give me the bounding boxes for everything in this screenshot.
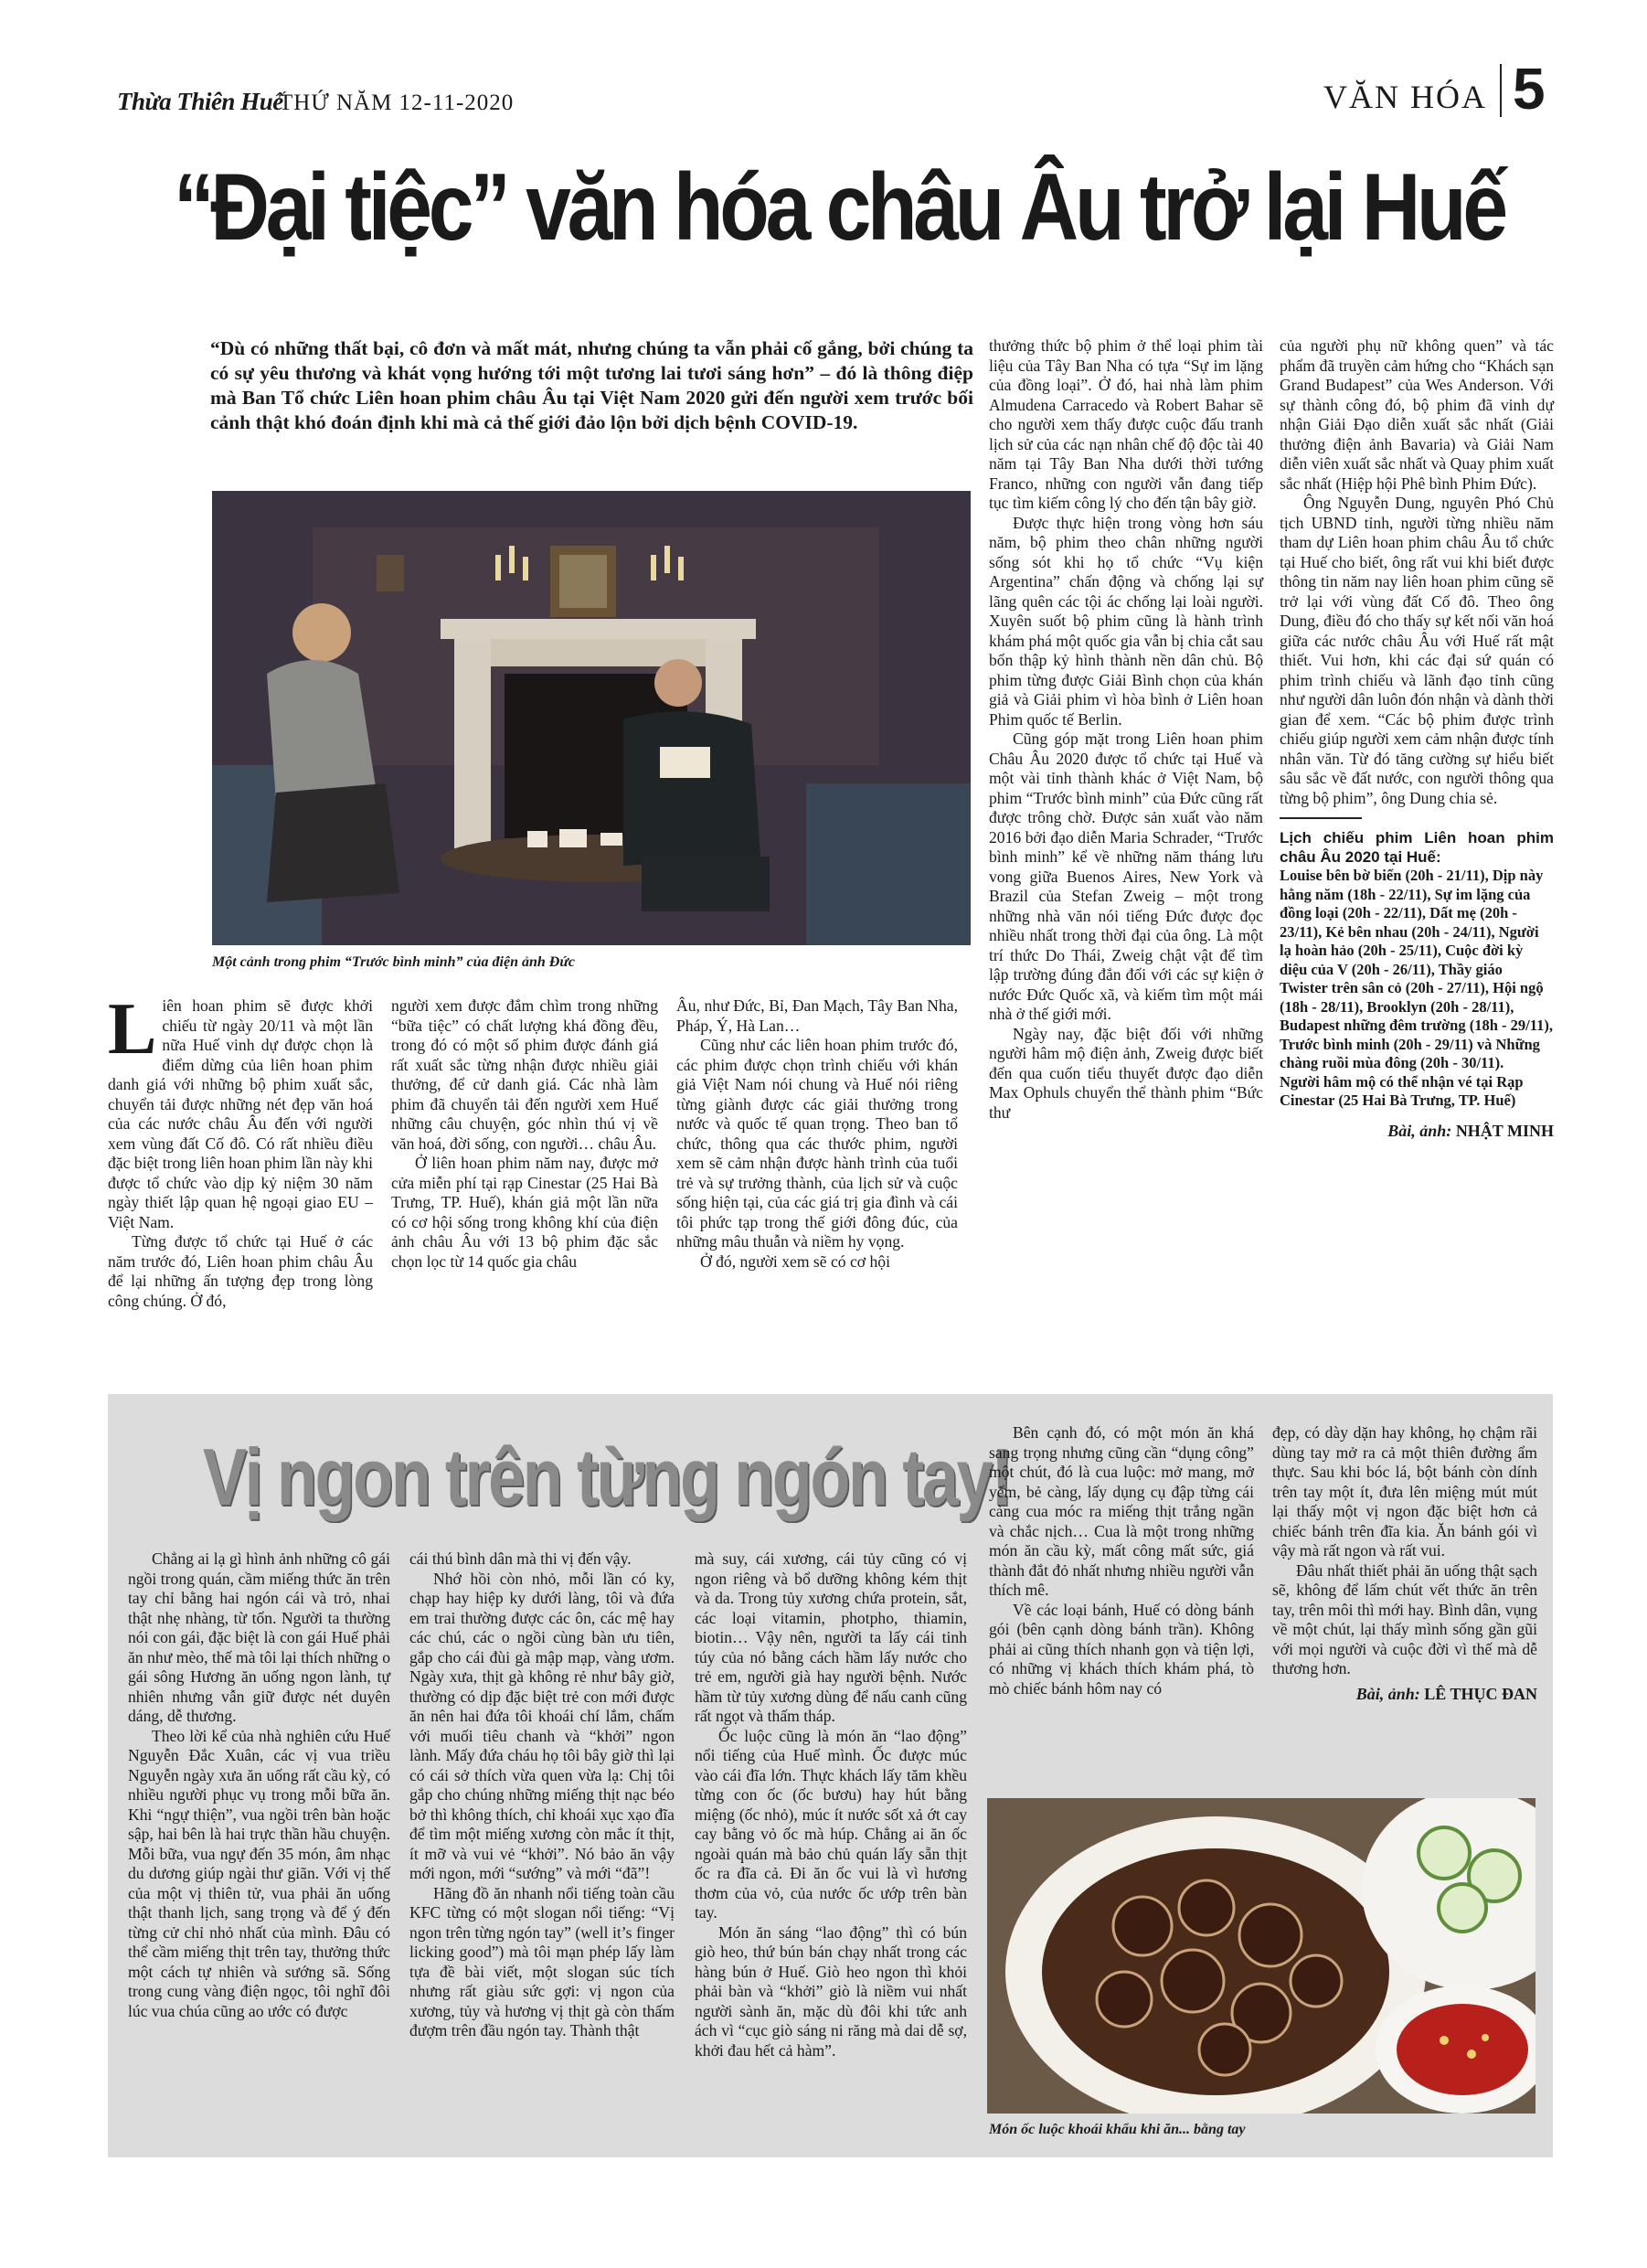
paragraph: thưởng thức bộ phim ở thể loại phim tài liệu của Tây Ban Nha có tựa “Sự im lặng của đồng loại”. Ở đó, hai nhà làm phim Almudena Carracedo và Robert Bahar sẽ cho người xem thấy được cuộc đấu tranh lịch sử của các nạn nhân chế độ độc tài 40 năm tại Tây Ban Nha dưới thời tướng Franco, những con người vẫn đang tiếp tục tìm kiếm công lý cho đến tận bây giờ. [989,336,1263,512]
story1-lede: “Dù có những thất bại, cô đơn và mất mát, nhưng chúng ta vẫn phải cố gắng, bởi chúng ta có sự yêu thương và khát vọng hướng tới một tương lai tươi sáng hơn” – đó là thông điệp mà Ban Tổ chức Liên hoan phim châu Âu tại Việt Nam 2020 gửi đến người xem trước bối cảnh thật khó đoán định khi mà cả thế giới đảo lộn bởi dịch bệnh COVID-19. [210,337,973,433]
schedule-note: Người hâm mộ có thể nhận vé tại Rạp Cinestar (25 Hai Bà Trưng, TP. Huế) [1280,1072,1524,1109]
paragraph: Cũng góp mặt trong Liên hoan phim Châu Âu 2020 được tổ chức tại Huế và một vài tỉnh thành khác ở Việt Nam, bộ phim “Trước bình minh” của Đức cũng rất được trông chờ. Được sản xuất vào năm 2016 bởi đạo diễn Maria Schrader, “Trước bình minh” kể về những năm tháng lưu vong giữa Buenos Aires, New York và Brazil của Stefan Zweig – một trong những nhà văn nói tiếng Đức được đọc nhiều nhất trong thời đại của ông. Là một trí thức Do Thái, Zweig chật vật để tìm lập trường đúng đắn đối với các sự kiện ở nước Đức Quốc xã, và kiếm tìm một mái nhà ở thế giới mới. [989,729,1263,1023]
newspaper-name: Thừa Thiên Huế [117,88,283,115]
paragraph: Âu, như Đức, Bỉ, Đan Mạch, Tây Ban Nha, Pháp, Ý, Hà Lan… [676,996,958,1035]
paragraph: Ngày nay, đặc biệt đối với những người hâm mộ điện ảnh, Zweig được biết đến qua cuốn tiểu thuyết được đạo diễn Max Ophuls chuyển thể thành phim “Bức thư [989,1024,1263,1122]
section-divider [1500,64,1502,117]
byline-label: Bài, ảnh: [1355,1684,1420,1703]
story2-column-1 [128,1549,390,2021]
schedule-text: Louise bên bờ biển (20h - 21/11), Dịp này hằng năm (18h - 22/11), Sự im lặng của đồng loại (20h - 22/11), Dất mẹ (20h - 23/11), Kẻ bên nhau (20h - 24/11), Người lạ hoàn hảo (20h - 25/11), Cuộc đời kỳ diệu của V (20h - 26/11), Thầy giáo Twister trên sân cỏ (20h - 27/11), Hội ngộ (18h - 28/11), Brooklyn (20h - 28/11), Budapest những đêm trường (18h - 29/11), Trước bình minh (20h - 29/11) và Những chàng ruồi mùa đông (20h - 30/11). [1280,867,1553,1071]
paragraph: cái thú bình dân mà thi vị đến vậy. [409,1549,632,1568]
paragraph: Cũng như các liên hoan phim trước đó, các phim được chọn trình chiếu với khán giả Việt Nam nói chung và Huế nói riêng từng giành được các giải thưởng trong nước và quốc tế quan trọng. Theo ban tổ chức, thông qua các thước phim, người xem sẽ cảm nhận được hành trình của tuổi trẻ và sự trưởng thành, của lịch sử và cuộc sống hiện tại, của các giá trị gia đình và cái tôi phức tạp trong thế giới đông đúc, của những mâu thuẫn và niềm hy vọng. [676,1036,958,1251]
issue-date: THỨ NĂM 12-11-2020 [279,91,515,115]
story2-byline [1272,1685,1537,1705]
paragraph: Chẳng ai lạ gì hình ảnh những cô gái ngồi trong quán, cầm miếng thức ăn trên tay chỉ bằng hai ngón cái và trỏ, nhai thật nhẹ nhàng, từ tốn. Người ta thường nói con gái, đặc biệt là con gái Huế phải ăn như mèo, thế mà tôi lại thích những o gái sông Hương ăn uống ngon lành, tự nhiên nhưng vẫn giữ được nét duyên dáng, dễ thương. [128,1549,390,1725]
paragraph: Được thực hiện trong vòng hơn sáu năm, bộ phim theo chân những người sống sót khi họ tổ chức “Vụ kiện Argentina” chấn động và chống lại sự lãng quên các tội ác chống lại loài người. Xuyên suốt bộ phim cũng là hành trình khám phá một quốc gia vẫn bị chia cắt sau bốn thập kỷ hình thành nền dân chủ. Bộ phim từng được Giải Bình chọn của khán giả và Giải phim vì hòa bình ở Liên hoan Phim quốc tế Berlin. [989,513,1263,729]
dropcap: L [108,989,157,1070]
story2-column-5 [1272,1423,1537,1704]
paragraph: người xem được đắm chìm trong những “bữa tiệc” có chất lượng khá đồng đều, trong đó có một số phim được đánh giá rất xuất sắc từng nhận được nhiều giải thưởng, để cử danh giá. Các nhà làm phim đã chuyển tải đến người xem Huế những câu chuyện, góc nhìn thú vị về văn hoá, đời sống, con người… châu Âu. [391,996,658,1153]
film-scene-photo [212,491,971,945]
paragraph: đẹp, có dày dặn hay không, họ chậm rãi dùng tay mở ra cả một thiên đường ẩm thực. Sau khi bóc lá, bột bánh còn dính trên tay một ít, đưa lên miệng mút mút lại thấy một vị ngon đặc biệt hơn cả chiếc bánh trên đĩa kia. Ăn bánh gói vì vậy mà rất ngon và rất vui. [1272,1423,1537,1560]
story2-column-4 [989,1423,1254,1698]
story1-column-5 [1280,336,1554,1141]
byline-author: LÊ THỤC ĐAN [1424,1684,1537,1703]
film-photo-caption: Một cảnh trong phim “Trước bình minh” của điện ảnh Đức [212,954,576,970]
paragraph: mà suy, cái xương, cái tủy cũng có vị ngon riêng và bổ dưỡng không kém thịt và da. Trong tủy xương chứa protein, sắt, các loại vitamin, photpho, thiamin, biotin… Vậy nên, người ta lấy cái tinh túy của nó bằng cách hầm lấy nước cho trẻ em, người già hay người bệnh. Nước hầm từ tủy xương dùng để nấu canh cũng rất ngọt và thấm tháp. [695,1549,967,1725]
paragraph: Bên cạnh đó, có một món ăn khá sang trọng nhưng cũng cần “dụng công” một chút, đó là cua luộc: mở mang, mở yếm, bẻ càng, lấy dụng cụ đập từng cái càng cua móc ra miếng thịt trắng ngần và chắc nịch… Cua là một trong những món ăn cầu kỳ, mất công mất sức, giá thành đắt đỏ nhất nhưng nhiều người vẫn thích mê. [989,1423,1254,1599]
paragraph: iên hoan phim sẽ được khởi chiếu từ ngày 20/11 và một lần nữa Huế vinh dự được chọn là điểm dừng của liên hoan phim danh giá với những bộ phim xuất sắc, chuyển tải được những nét đẹp văn hoá của các nước châu Âu đến với người xem vùng đất Cố đô. Có rất nhiều điều đặc biệt trong liên hoan phim lần này khi được tổ chức vào dịp kỷ niệm 30 năm ngày thiết lập quan hệ ngoại giao EU – Việt Nam. [108,996,373,1231]
story1-column-1 [108,989,373,1311]
paragraph: Theo lời kể của nhà nghiên cứu Huế Nguyễn Đắc Xuân, các vị vua triều Nguyễn ngày xưa ăn uống rất cầu kỳ, có nhiều người phục vụ trong mỗi bữa ăn. Khi “ngự thiện”, vua ngồi trên bàn hoặc sập, hai bên là hai trực thần hầu chuyện. Mỗi bữa, vua ngự đến 35 món, âm nhạc du dương giúp ngài thư giãn. Với vị thế của một vị thiên tử, vua phải ăn uống thật thanh lịch, sang trọng và để ý đến từng cử chỉ nhỏ nhất của mình. Đâu có thể cầm miếng thịt trên tay, thưởng thức một cách tự nhiên và sướng sã. Sống trong cung vàng điện ngọc, tôi nghĩ đôi lúc vua chúa cũng ao ước có được [128,1726,390,2020]
paragraph: của người phụ nữ không quen” và tác phẩm đã truyền cảm hứng cho “Khách sạn Grand Budapest” của Wes Anderson. Với sự thành công đó, bộ phim đã vinh dự nhận Giải Đạo diễn xuất sắc nhất (Giải thưởng điện ảnh Bavaria) và Giải Nam diễn viên xuất sắc nhất và Quay phim xuất sắc nhất (Hiệp hội Phê bình Phim Đức). [1280,336,1554,493]
paragraph: Đâu nhất thiết phải ăn uống thật sạch sẽ, không để lấm chút vết thức ăn trên tay, trên môi thì mới hay. Bình dân, vụng về một chút, lại thấy mình sống gần gũi với mọi người và cuộc đời vì thế mà dễ thương hơn. [1272,1560,1537,1677]
story1-column-2 [391,996,658,1272]
paragraph: Ông Nguyễn Dung, nguyên Phó Chủ tịch UBND tỉnh, người từng nhiều năm tham dự Liên hoan phim châu Âu tổ chức tại Huế cho biết, ông rất vui khi biết được thông tin năm nay liên hoan phim cũng sẽ trở lại với vùng đất Cố đô. Theo ông Dung, điều đó cho thấy sự kết nối văn hoá giữa các nước châu Âu với Huế rất mật thiết. Vui hơn, khi các đại sứ quán có phim trình chiếu và lãnh đạo tỉnh cũng như người dân luôn đón nhận và dành thời gian để xem. “Các bộ phim được trình chiếu giúp người xem cảm nhận được tính nhân văn. Từ đó tăng cường sự hiểu biết sâu sắc về đất nước, con người thông qua từng bộ phim”, ông Dung chia sẻ. [1280,494,1554,807]
snail-dish-photo [987,1798,1535,2114]
story1-byline [1280,1122,1554,1142]
paragraph: Món ăn sáng “lao động” thì có bún giò heo, thứ bún bán chạy nhất trong các hàng bún ở Huế. Giò heo ngon thì khỏi phải bàn và “khởi” giò là niềm vui nhất người sành ăn, mặc dù đôi khi tức anh ách vì “cục giò sáng ni răng mà dai dễ sợ, khởi đau hết cả hàm”. [695,1922,967,2060]
paragraph: Ở đó, người xem sẽ có cơ hội [700,1251,890,1271]
schedule-rule [1280,817,1362,819]
paragraph: Nhớ hồi còn nhỏ, mỗi lần có ky, chạp hay hiệp ky dưới làng, tôi và đứa em trai thường được các ôn, các mệ hay các chú, các o ngồi cùng bàn ưu tiên, gắp cho cái đùi gà mập mạp, vàng ươm. Ngày xưa, thịt gà không rẻ như bây giờ, thường có dịp đặc biệt trẻ con mới được ăn nên hai đứa tôi khoái chí lắm, chấm với muối tiêu chanh và “khởi” ngon lành. Mấy đứa cháu họ tôi bây giờ thì lại có cái sở thích vừa quen vừa lạ: Chị tôi gắp cho chúng những miếng thịt nạc béo bở thì không thích, chỉ khoái xục xạo đĩa để tìm một miếng xương còn mắc ít thịt, ít mỡ và vui vẻ “khởi”. Nó bảo ăn vậy mới ngon, mới “sướng” và mới “đã”! [409,1569,675,1882]
story2-column-2 [409,1549,675,2041]
paragraph: Ốc luộc cũng là món ăn “lao động” nổi tiếng của Huế mình. Ốc được múc vào cái đĩa lớn. Thực khách lấy tăm khều từng con ốc (ốc bươu) hay hút bằng miệng (ốc nhỏ), múc ít nước sốt xả ớt cay cay bằng vỏ ốc mà húp. Chẳng ai ăn ốc ngoài quán mà bảo chủ quán lấy sẵn thịt ốc ra đĩa cả. Đi ăn ốc vui là vì hương thơm của vỏ, của nước ốc ướp trên bàn tay. [695,1726,967,1922]
byline-author: NHẬT MINH [1455,1121,1554,1140]
paragraph: Từng được tổ chức tại Huế ở các năm trước đó, Liên hoan phim châu Âu để lại những ấn tượng đẹp trong lòng công chúng. Ở đó, [108,1232,373,1310]
food-photo-caption: Món ốc luộc khoái khẩu khi ăn... bằng tay [989,2122,1246,2137]
paragraph: Ở liên hoan phim năm nay, được mở cửa miễn phí tại rạp Cinestar (25 Hai Bà Trưng, TP. Huế), khán giả một lần nữa có cơ hội sống trong không khí của điện ảnh châu Âu với 13 bộ phim đặc sắc chọn lọc từ 14 quốc gia châu [391,1154,658,1271]
schedule-title: Lịch chiếu phim Liên hoan phim châu Âu 2020 tại Huế: [1280,829,1554,866]
byline-label: Bài, ảnh: [1387,1121,1452,1140]
section-name: VĂN HÓA [1323,79,1487,115]
story1-column-4 [989,336,1263,1123]
story1-column-3 [676,996,958,1272]
story2-headline: Vị ngon trên từng ngón tay! [203,1432,1011,1522]
story2-column-3 [695,1549,967,2060]
paragraph: Hãng đồ ăn nhanh nổi tiếng toàn cầu KFC từng có một slogan nổi tiếng: “Vị ngon trên từng ngón tay” (well it’s finger licking good”) mà tôi mạn phép lấy làm tựa đề bài viết, một slogan súc tích nhưng rất giàu sức gợi: vị ngon của xương, tủy và hương vị thịt gà còn thấm đượm trên đầu ngón tay. Thành thật [409,1883,675,2039]
story1-headline: “Đại tiệc” văn hóa châu Âu trở lại Huế [174,154,1504,261]
page-number: 5 [1513,56,1546,122]
paragraph: Về các loại bánh, Huế có dòng bánh gói (bên cạnh dòng bánh trần). Không phải ai cũng thích nhanh gọn và tiện lợi, có những vị khách thích khám phá, tò mò chiếc bánh hôm nay có [989,1600,1254,1698]
